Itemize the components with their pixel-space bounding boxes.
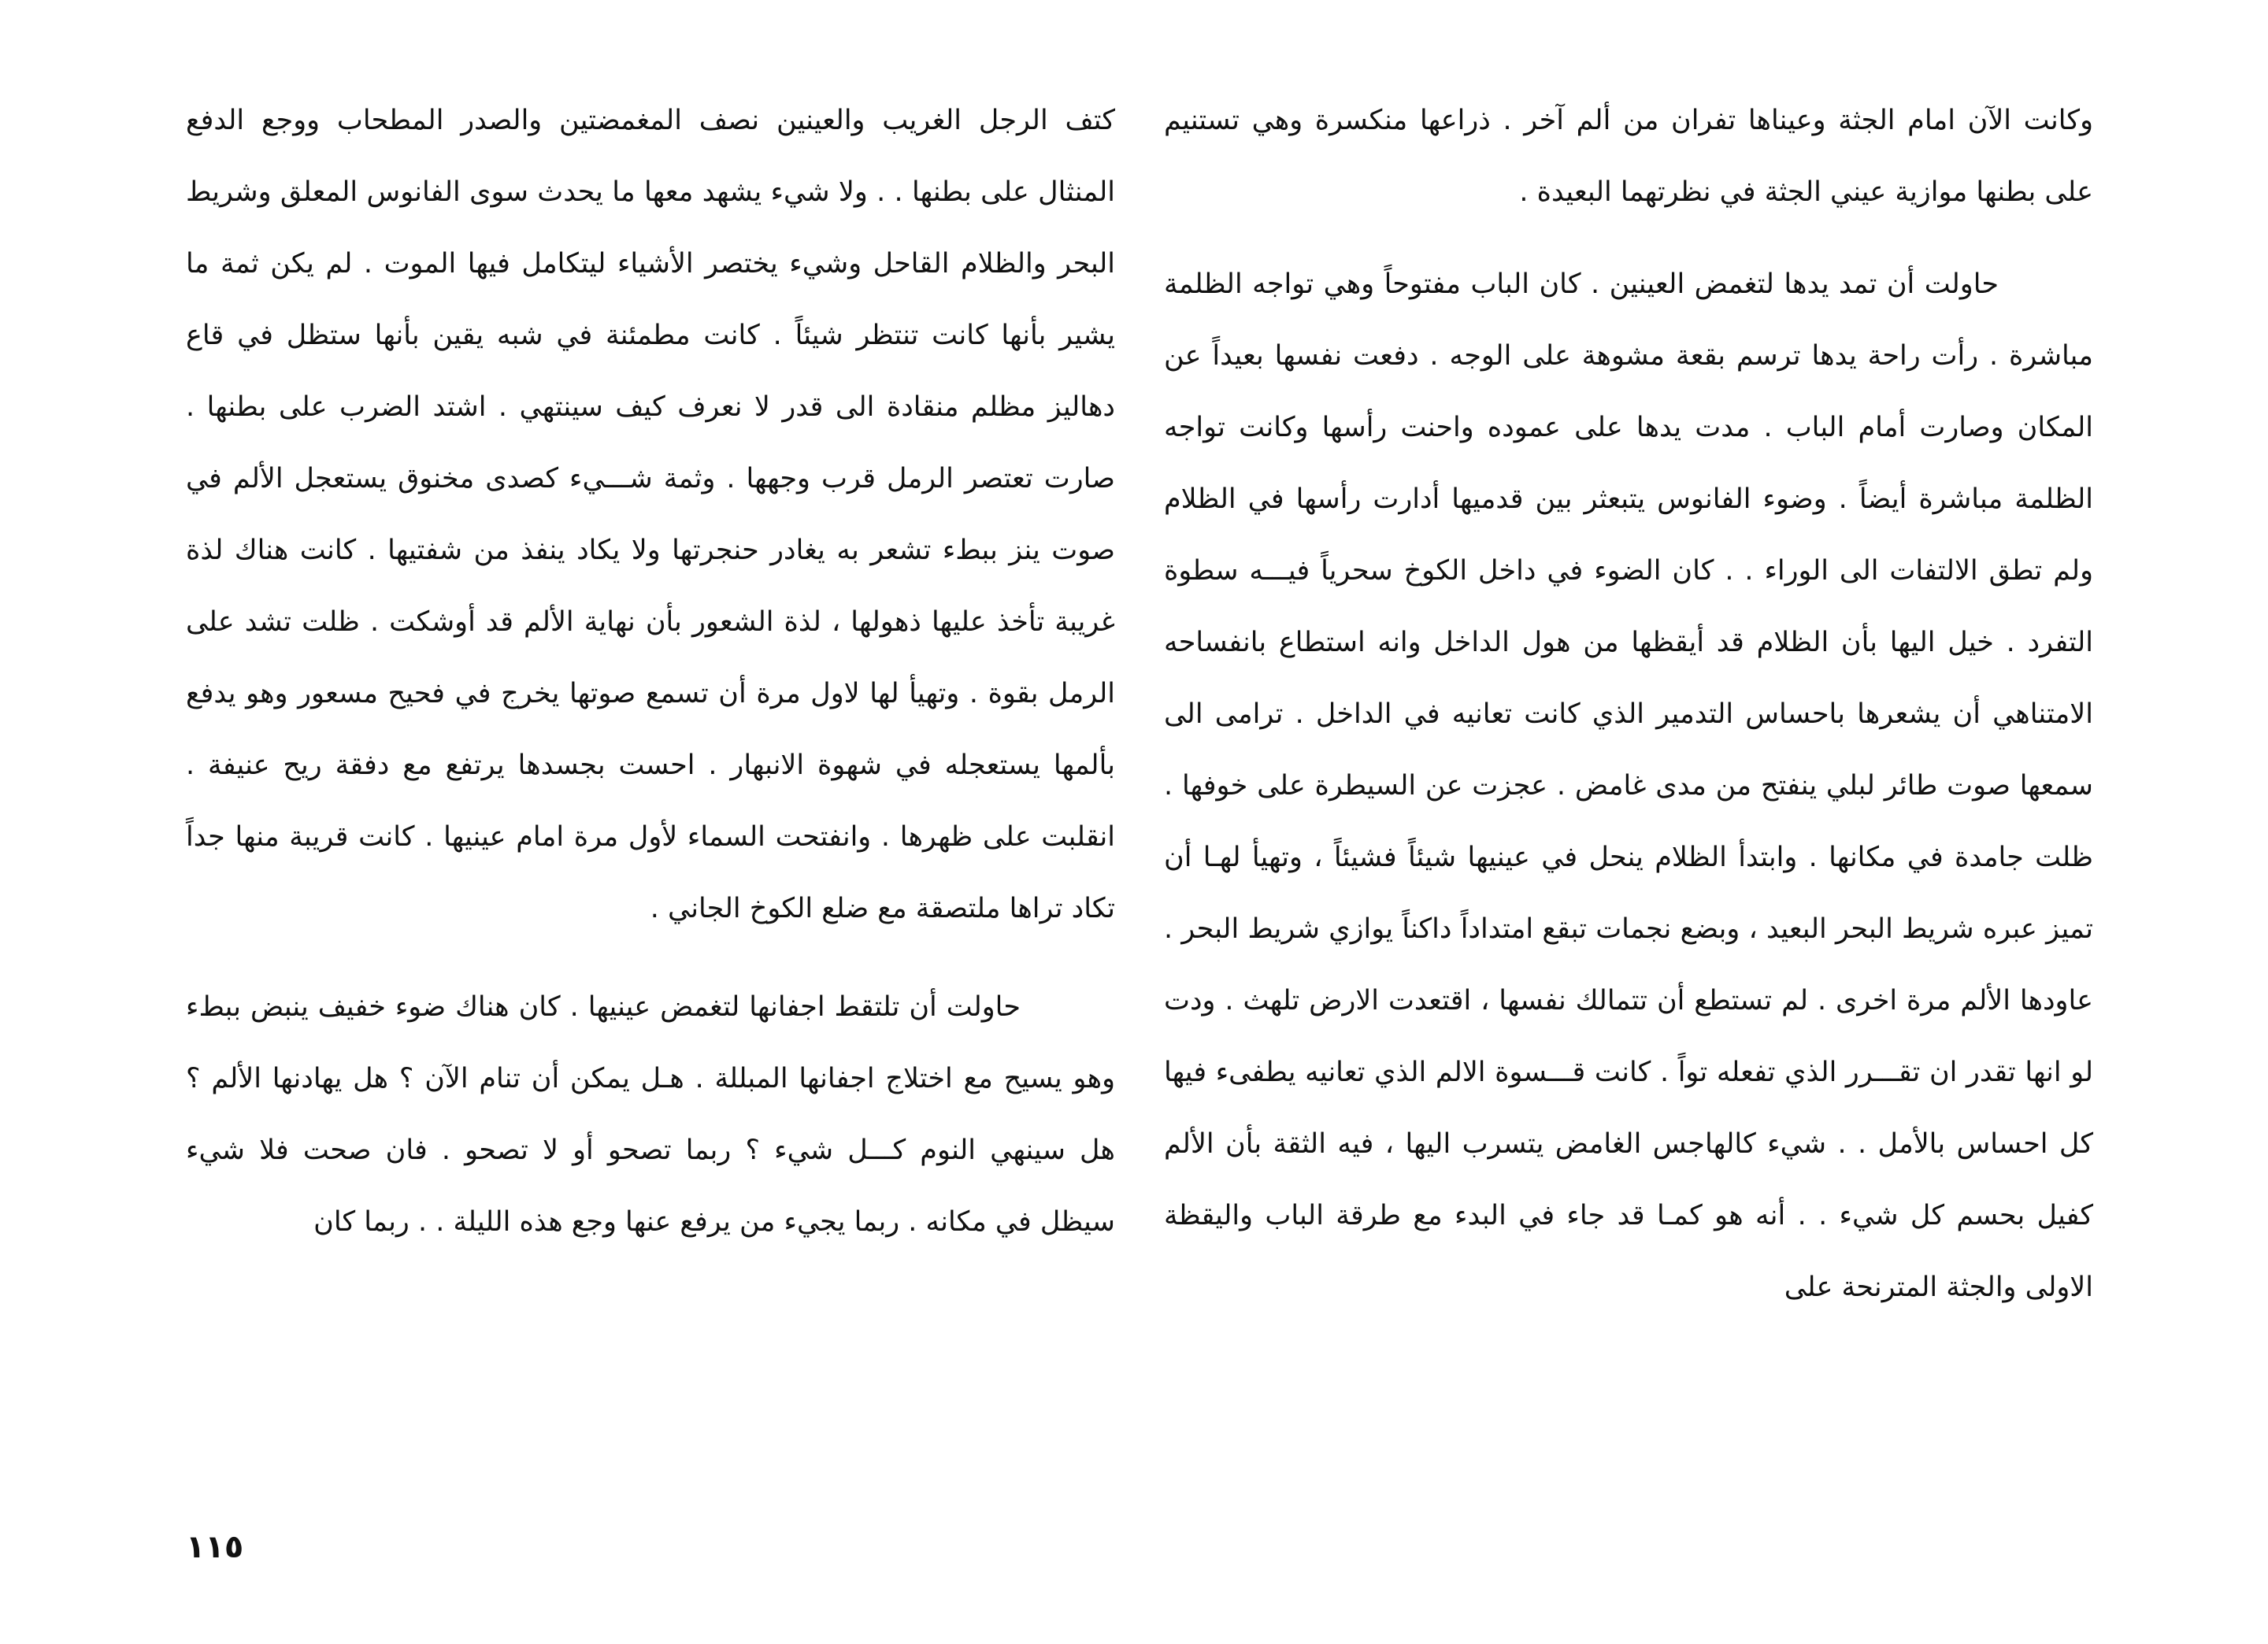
paragraph: حاولت أن تمد يدها لتغمض العينين . كان الباب مفتوحاً وهي تواجه الظلمة مباشرة . رأت راحة يدها ترسم بقعة مشوهة على الوجه . دفعت نفسها بعيداً عن المكان وصارت أمام الباب . مدت يدها على عموده واحنت رأسها وكانت تواجه الظلمة مباشرة أيضاً . وضوء الفانوس يتبعثر بين قدميها أدارت رأسها في الظلام ولم تطق الالتفات الى الوراء . . كان الضوء في داخل الكوخ سحرياً فيـــه سطوة التفرد . خيل اليها بأن الظلام قد أيقظها من هول الداخل وانه استطاع بانفساحه الامتناهي أن يشعرها باحساس التدمير الذي كانت تعانيه في الداخل . ترامى الى سمعها صوت طائر لبلي ينفتح من مدى غامض . عجزت عن السيطرة على خوفها . ظلت جامدة في مكانها . وابتدأ الظلام ينحل في عينيها شيئاً فشيئاً ، وتهيأ لهـا أن تميز عبره شريط البحر البعيد ، وبضع نجمات تبقع امتداداً داكناً يوازي شريط البحر . عاودها الألم مرة اخرى . لم تستطع أن تتمالك نفسها ، اقتعدت الارض تلهث . ودت لو انها تقدر ان تقـــرر الذي تفعله تواً . كانت قـــسوة الالم الذي تعانيه يطفىء فيها كل احساس بالأمل . . شيء كالهاجس الغامض يتسرب اليها ، فيه الثقة بأن الألم كفيل بحسم كل شيء . . أنه هو كمـا قد جاء في البدء مع طرقة الباب واليقظة الاولى والجثة المترنحة على [1164,268,2093,1303]
paragraph: وكانت الآن امام الجثة وعيناها تفران من ألم آخر . ذراعها منكسرة وهي تستنيم على بطنها موازية عيني الجثة في نظرتهما البعيدة . [1164,105,2093,208]
left-page-text-column [186,85,1115,1258]
page-number: ١١٥ [186,1529,244,1565]
right-page-text-column [1164,85,2093,1324]
paragraph: كتف الرجل الغريب والعينين نصف المغمضتين والصدر المطحاب ووجع الدفع المنثال على بطنها . . ولا شيء يشهد معها ما يحدث سوى الفانوس المعلق وشريط البحر والظلام القاحل وشيء يختصر الأشياء ليتكامل فيها الموت . لم يكن ثمة ما يشير بأنها كانت تنتظر شيئاً . كانت مطمئنة في شبه يقين بأنها ستظل في قاع دهاليز مظلم منقادة الى قدر لا نعرف كيف سينتهي . اشتد الضرب على بطنها . صارت تعتصر الرمل قرب وجهها . وثمة شـــيء كصدى مخنوق يستعجل الألم في صوت ينز ببطء تشعر به يغادر حنجرتها ولا يكاد ينفذ من شفتيها . كانت هناك لذة غريبة تأخذ عليها ذهولها ، لذة الشعور بأن نهاية الألم قد أوشكت . ظلت تشد على الرمل بقوة . وتهيأ لها لاول مرة أن تسمع صوتها يخرج في فحيح مسعور وهو يدفع بألمها يستعجله في شهوة الانبهار . احست بجسدها يرتفع مع دفقة ريح عنيفة . انقلبت على ظهرها . وانفتحت السماء لأول مرة امام عينيها . كانت قريبة منها جداً تكاد تراها ملتصقة مع ضلع الكوخ الجاني . [186,105,1115,924]
paragraph: حاولت أن تلتقط اجفانها لتغمض عينيها . كان هناك ضوء خفيف ينبض ببطء وهو يسيح مع اختلاج اجفانها المبللة . هـل يمكن أن تنام الآن ؟ هل يهادنها الألم ؟ هل سينهي النوم كـــل شيء ؟ ربما تصحو أو لا تصحو . فان صحت فلا شيء سيظل في مكانه . ربما يجيء من يرفع عنها وجع هذه الليلة . . ربما كان [186,991,1115,1238]
